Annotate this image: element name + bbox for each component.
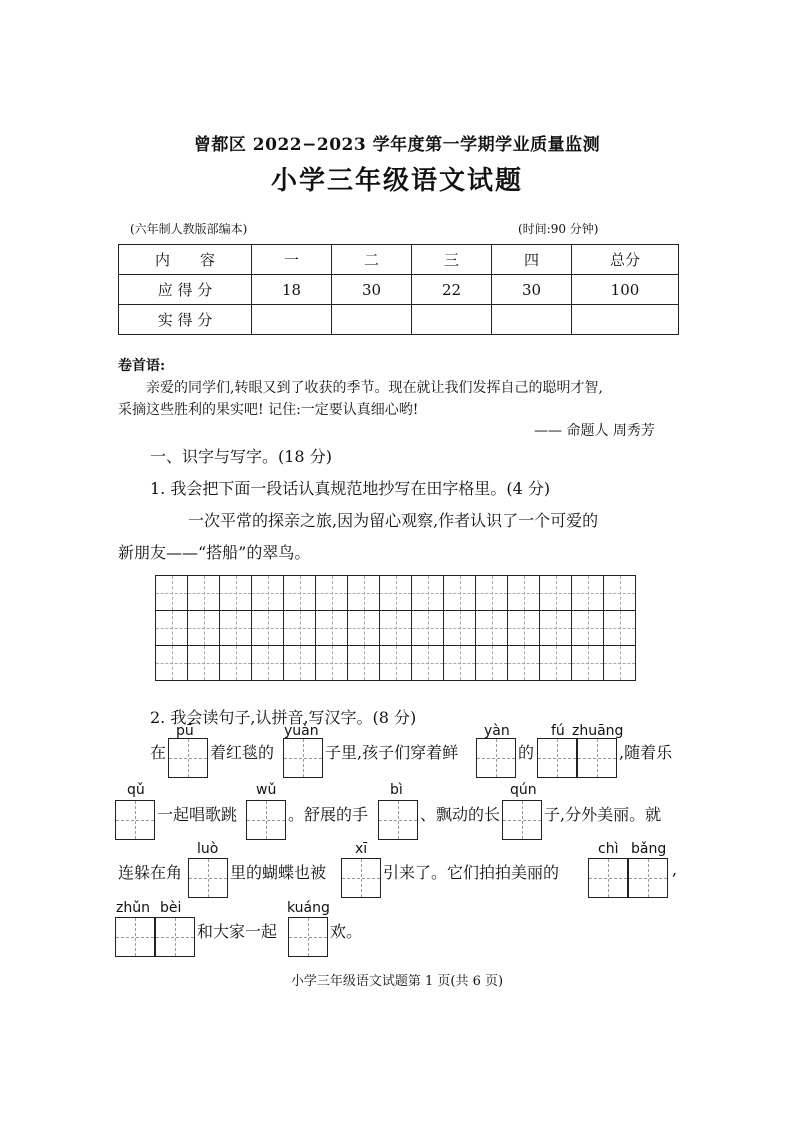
- grid-cell[interactable]: [571, 645, 604, 681]
- pinyin-label: fú: [551, 723, 565, 739]
- column-header: 总分: [572, 245, 679, 275]
- question-prompt: 2. 我会读句子,认拼音,写汉字。(8 分): [150, 708, 417, 727]
- grid-cell[interactable]: [603, 645, 636, 681]
- pinyin-label: luò: [197, 841, 219, 857]
- grid-cell[interactable]: [475, 645, 508, 681]
- sentence-text: 。舒展的手: [288, 805, 369, 824]
- table-row: [119, 305, 679, 335]
- answer-box[interactable]: [246, 800, 286, 840]
- grid-cell[interactable]: [251, 645, 284, 681]
- sentence-text: 里的蝴蝶也被: [230, 863, 327, 882]
- answer-box[interactable]: [577, 738, 617, 778]
- exam-title: 曾都区 2022−2023 学年度第一学期学业质量监测: [193, 135, 601, 155]
- grid-cell[interactable]: [347, 610, 380, 646]
- sentence-text: 和大家一起: [197, 922, 278, 941]
- grid-cell[interactable]: [347, 575, 380, 611]
- page-footer: 小学三年级语文试题第 1 页(共 6 页): [290, 974, 504, 989]
- grid-cell[interactable]: [539, 575, 572, 611]
- grid-cell[interactable]: [539, 645, 572, 681]
- sentence-text: 的: [518, 743, 535, 762]
- grid-cell[interactable]: [507, 645, 540, 681]
- pinyin-label: zhuāng: [572, 723, 624, 739]
- points-cell: 18: [252, 275, 332, 305]
- sentence-text: 子,分外美丽。就: [544, 805, 662, 824]
- sentence-text: 、飘动的长: [420, 805, 501, 824]
- pinyin-label: yàn: [484, 723, 510, 739]
- grid-cell[interactable]: [315, 645, 348, 681]
- column-header: 四: [492, 245, 572, 275]
- score-input-cell[interactable]: [252, 305, 332, 335]
- sentence-text: 引来了。它们拍拍美丽的: [383, 863, 560, 882]
- answer-box[interactable]: [537, 738, 577, 778]
- grid-cell[interactable]: [539, 610, 572, 646]
- sentence-text: ,随着乐: [619, 743, 673, 762]
- grid-cell[interactable]: [155, 645, 188, 681]
- row-label: 实 得 分: [119, 305, 252, 335]
- score-input-cell[interactable]: [332, 305, 412, 335]
- preface-heading: 卷首语:: [118, 358, 166, 374]
- grid-cell[interactable]: [475, 610, 508, 646]
- sentence-text: 欢。: [330, 922, 363, 941]
- answer-box[interactable]: [476, 738, 516, 778]
- score-table: [118, 244, 679, 335]
- pinyin-label: qǔ: [127, 782, 145, 798]
- grid-cell[interactable]: [603, 610, 636, 646]
- question-prompt: 1. 我会把下面一段话认真规范地抄写在田字格里。(4 分): [150, 479, 551, 498]
- grid-cell[interactable]: [379, 645, 412, 681]
- grid-cell[interactable]: [379, 610, 412, 646]
- answer-box[interactable]: [341, 858, 381, 898]
- sentence-text: 一起唱歌跳: [157, 805, 238, 824]
- pinyin-label: chì: [598, 841, 619, 857]
- grid-cell[interactable]: [379, 575, 412, 611]
- answer-box[interactable]: [115, 800, 155, 840]
- answer-box[interactable]: [502, 800, 542, 840]
- points-cell: 100: [572, 275, 679, 305]
- grid-cell[interactable]: [347, 645, 380, 681]
- answer-box[interactable]: [115, 917, 155, 957]
- grid-cell[interactable]: [315, 610, 348, 646]
- grid-cell[interactable]: [571, 575, 604, 611]
- grid-row: [155, 610, 635, 645]
- section-title: 一、识字与写字。(18 分): [150, 447, 332, 466]
- grid-row: [155, 575, 635, 610]
- pinyin-label: yuàn: [284, 723, 319, 739]
- grid-cell[interactable]: [155, 575, 188, 611]
- points-cell: 22: [412, 275, 492, 305]
- grid-cell[interactable]: [251, 610, 284, 646]
- pinyin-label: bì: [390, 782, 403, 798]
- time-note: (时间:90 分钟): [518, 222, 599, 236]
- grid-cell[interactable]: [571, 610, 604, 646]
- grid-cell[interactable]: [187, 610, 220, 646]
- score-input-cell[interactable]: [492, 305, 572, 335]
- grid-cell[interactable]: [411, 575, 444, 611]
- answer-box[interactable]: [188, 858, 228, 898]
- edition-note: (六年制人教版部编本): [130, 222, 248, 236]
- answer-box[interactable]: [378, 800, 418, 840]
- grid-cell[interactable]: [443, 575, 476, 611]
- grid-cell[interactable]: [443, 645, 476, 681]
- grid-cell[interactable]: [411, 645, 444, 681]
- pinyin-label: qún: [510, 782, 537, 798]
- column-header: 二: [332, 245, 412, 275]
- row-label: 应 得 分: [119, 275, 252, 305]
- grid-cell[interactable]: [507, 610, 540, 646]
- table-row: [119, 275, 679, 305]
- preface-signature: —— 命题人 周秀芳: [534, 423, 655, 439]
- pinyin-label: bǎng: [631, 841, 667, 857]
- grid-cell[interactable]: [283, 575, 316, 611]
- answer-box[interactable]: [588, 858, 628, 898]
- grid-cell[interactable]: [475, 575, 508, 611]
- grid-cell[interactable]: [155, 610, 188, 646]
- grid-cell[interactable]: [219, 575, 252, 611]
- table-row: [119, 245, 679, 275]
- answer-box[interactable]: [283, 738, 323, 778]
- copy-grid[interactable]: [155, 575, 635, 680]
- sentence-text: 连躲在角: [118, 863, 183, 882]
- answer-box[interactable]: [155, 917, 195, 957]
- grid-cell[interactable]: [315, 575, 348, 611]
- points-cell: 30: [332, 275, 412, 305]
- grid-cell[interactable]: [443, 610, 476, 646]
- pinyin-label: zhǔn: [116, 900, 150, 916]
- pinyin-label: bèi: [160, 900, 182, 916]
- pinyin-label: kuáng: [287, 900, 330, 916]
- row-label: 内 容: [119, 245, 252, 275]
- grid-cell[interactable]: [411, 610, 444, 646]
- column-header: 三: [412, 245, 492, 275]
- grid-cell[interactable]: [283, 645, 316, 681]
- grid-cell[interactable]: [187, 575, 220, 611]
- score-input-cell[interactable]: [572, 305, 679, 335]
- grid-cell[interactable]: [219, 645, 252, 681]
- grid-cell[interactable]: [283, 610, 316, 646]
- sentence-text: 在: [150, 743, 167, 762]
- answer-box[interactable]: [168, 738, 208, 778]
- answer-box[interactable]: [288, 917, 328, 957]
- passage-line: 新朋友——“搭船”的翠鸟。: [118, 543, 311, 562]
- grid-cell[interactable]: [187, 645, 220, 681]
- grid-cell[interactable]: [251, 575, 284, 611]
- grid-cell[interactable]: [603, 575, 636, 611]
- paper-title: 小学三年级语文试题: [270, 166, 523, 196]
- sentence-text: 子里,孩子们穿着鲜: [325, 743, 459, 762]
- pinyin-label: pū: [176, 723, 194, 739]
- pinyin-label: xī: [355, 841, 368, 857]
- pinyin-label: wǔ: [256, 782, 277, 798]
- grid-cell[interactable]: [219, 610, 252, 646]
- points-cell: 30: [492, 275, 572, 305]
- grid-row: [155, 645, 635, 680]
- answer-box[interactable]: [628, 858, 668, 898]
- passage-line: 一次平常的探亲之旅,因为留心观察,作者认识了一个可爱的: [188, 511, 599, 530]
- grid-cell[interactable]: [507, 575, 540, 611]
- preface-line: 采摘这些胜利的果实吧! 记住:一定要认真细心哟!: [118, 402, 419, 418]
- sentence-text: ,: [672, 860, 678, 879]
- sentence-text: 着红毯的: [210, 743, 275, 762]
- preface-line: 亲爱的同学们,转眼又到了收获的季节。现在就让我们发挥自己的聪明才智,: [146, 380, 603, 396]
- score-input-cell[interactable]: [412, 305, 492, 335]
- column-header: 一: [252, 245, 332, 275]
